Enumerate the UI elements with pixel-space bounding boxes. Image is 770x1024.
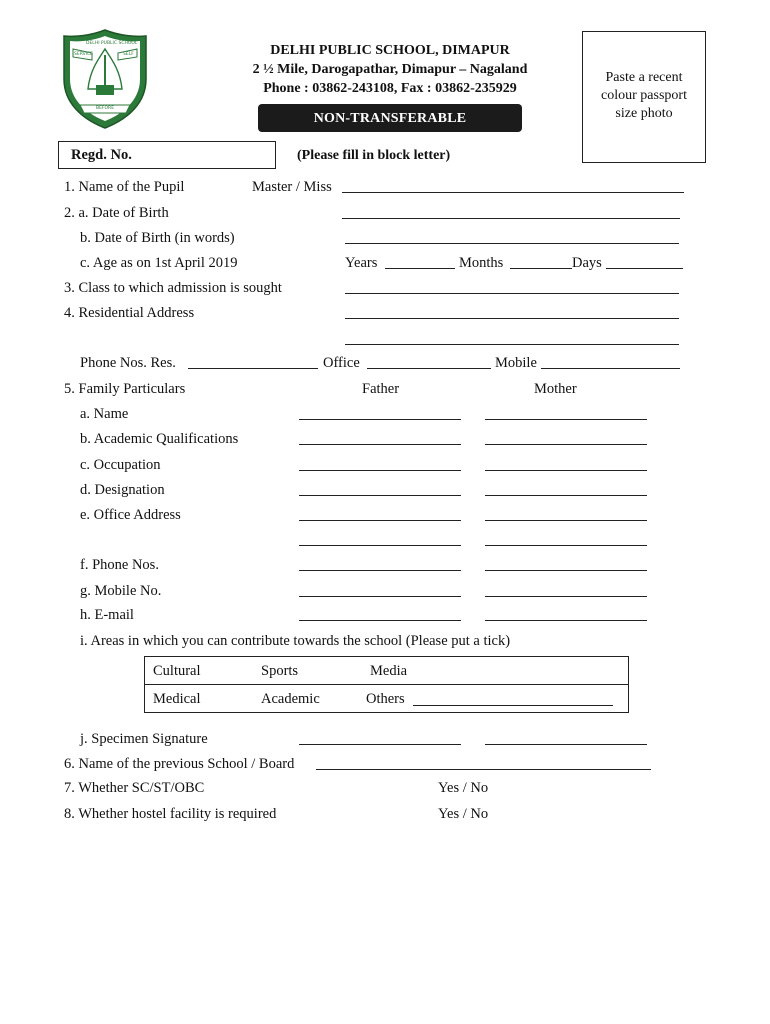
mother-designation-field[interactable]: [485, 495, 647, 496]
sc-st-obc-label: 7. Whether SC/ST/OBC: [64, 780, 205, 796]
mother-signature-field[interactable]: [485, 744, 647, 745]
father-name-field[interactable]: [299, 419, 461, 420]
school-phone-fax: Phone : 03862-243108, Fax : 03862-235929: [263, 81, 517, 96]
father-signature-field[interactable]: [299, 744, 461, 745]
mother-heading: Mother: [534, 381, 577, 397]
mother-occupation-field[interactable]: [485, 470, 647, 471]
mother-email-field[interactable]: [485, 620, 647, 621]
signature-label: j. Specimen Signature: [80, 731, 208, 747]
family-occupation-label: c. Occupation: [80, 457, 161, 473]
mother-qualification-field[interactable]: [485, 444, 647, 445]
father-office-address-field-2[interactable]: [299, 545, 461, 546]
father-phone-field[interactable]: [299, 570, 461, 571]
mother-mobile-field[interactable]: [485, 596, 647, 597]
name-label: 1. Name of the Pupil: [64, 179, 185, 195]
logo-top-text: DELHI PUBLIC SCHOOL: [86, 41, 138, 46]
class-label: 3. Class to which admission is sought: [64, 280, 282, 296]
age-label: c. Age as on 1st April 2019: [80, 255, 238, 271]
sc-st-obc-yes-no[interactable]: Yes / No: [438, 780, 489, 796]
family-email-label: h. E-mail: [80, 607, 134, 623]
father-office-address-field-1[interactable]: [299, 520, 461, 521]
years-label: Years: [345, 255, 378, 271]
hostel-yes-no[interactable]: Yes / No: [438, 806, 489, 822]
mother-phone-field[interactable]: [485, 570, 647, 571]
days-field[interactable]: [606, 268, 683, 269]
school-logo: [60, 27, 150, 131]
area-others-field[interactable]: [413, 705, 613, 706]
area-academic[interactable]: Academic: [261, 691, 320, 707]
dob-label: 2. a. Date of Birth: [64, 205, 169, 221]
prev-school-label: 6. Name of the previous School / Board: [64, 756, 295, 772]
photo-box-line3: size photo: [615, 106, 673, 121]
phone-res-label: Phone Nos. Res.: [80, 355, 176, 371]
father-mobile-field[interactable]: [299, 596, 461, 597]
family-name-label: a. Name: [80, 406, 129, 422]
phone-res-field[interactable]: [188, 368, 318, 369]
area-media[interactable]: Media: [370, 663, 408, 679]
regd-no-box[interactable]: [58, 141, 276, 169]
dob-words-field[interactable]: [345, 243, 679, 244]
areas-table: [144, 656, 629, 713]
office-label: Office: [323, 355, 360, 371]
master-miss-label: Master / Miss: [252, 179, 332, 195]
prev-school-field[interactable]: [316, 769, 651, 770]
address-field-1[interactable]: [345, 318, 679, 319]
mobile-label: Mobile: [495, 355, 537, 371]
months-field[interactable]: [510, 268, 572, 269]
address-label: 4. Residential Address: [64, 305, 195, 321]
school-address: 2 ½ Mile, Darogapathar, Dimapur – Nagaland: [252, 62, 528, 77]
family-office-address-label: e. Office Address: [80, 507, 181, 523]
logo-bottom-text: BEFORE: [96, 106, 115, 111]
hostel-label: 8. Whether hostel facility is required: [64, 806, 277, 822]
logo-banner-right: SELF: [123, 52, 134, 57]
areas-label: i. Areas in which you can contribute towards the school (Please put a tick): [80, 633, 511, 649]
months-label: Months: [459, 255, 504, 271]
area-others[interactable]: Others: [366, 691, 405, 707]
family-designation-label: d. Designation: [80, 482, 165, 498]
family-mobile-label: g. Mobile No.: [80, 583, 162, 599]
photo-box-line1: Paste a recent: [605, 70, 683, 85]
school-name: DELHI PUBLIC SCHOOL, DIMAPUR: [270, 43, 510, 58]
class-field[interactable]: [345, 293, 679, 294]
family-phone-label: f. Phone Nos.: [80, 557, 159, 573]
name-field[interactable]: [342, 192, 684, 193]
dob-words-label: b. Date of Birth (in words): [80, 230, 235, 246]
days-label: Days: [572, 255, 602, 271]
photo-box-line2: colour passport: [601, 88, 687, 103]
father-email-field[interactable]: [299, 620, 461, 621]
office-field[interactable]: [367, 368, 491, 369]
block-letter-note: (Please fill in block letter): [297, 148, 451, 163]
dob-field[interactable]: [342, 218, 680, 219]
mother-name-field[interactable]: [485, 419, 647, 420]
years-field[interactable]: [385, 268, 455, 269]
photo-box: [582, 31, 706, 163]
address-field-2[interactable]: [345, 344, 679, 345]
regd-no-label: Regd. No.: [71, 147, 132, 163]
area-sports[interactable]: Sports: [261, 663, 299, 679]
mother-office-address-field-1[interactable]: [485, 520, 647, 521]
logo-banner-left: SERVICE: [74, 52, 93, 57]
non-transferable-banner: NON-TRANSFERABLE: [258, 104, 522, 132]
father-heading: Father: [362, 381, 400, 397]
area-medical[interactable]: Medical: [153, 691, 201, 707]
mother-office-address-field-2[interactable]: [485, 545, 647, 546]
area-cultural[interactable]: Cultural: [153, 663, 201, 679]
family-title: 5. Family Particulars: [64, 381, 186, 397]
mobile-field[interactable]: [541, 368, 680, 369]
father-qualification-field[interactable]: [299, 444, 461, 445]
father-designation-field[interactable]: [299, 495, 461, 496]
father-occupation-field[interactable]: [299, 470, 461, 471]
family-qualification-label: b. Academic Qualifications: [80, 431, 239, 447]
